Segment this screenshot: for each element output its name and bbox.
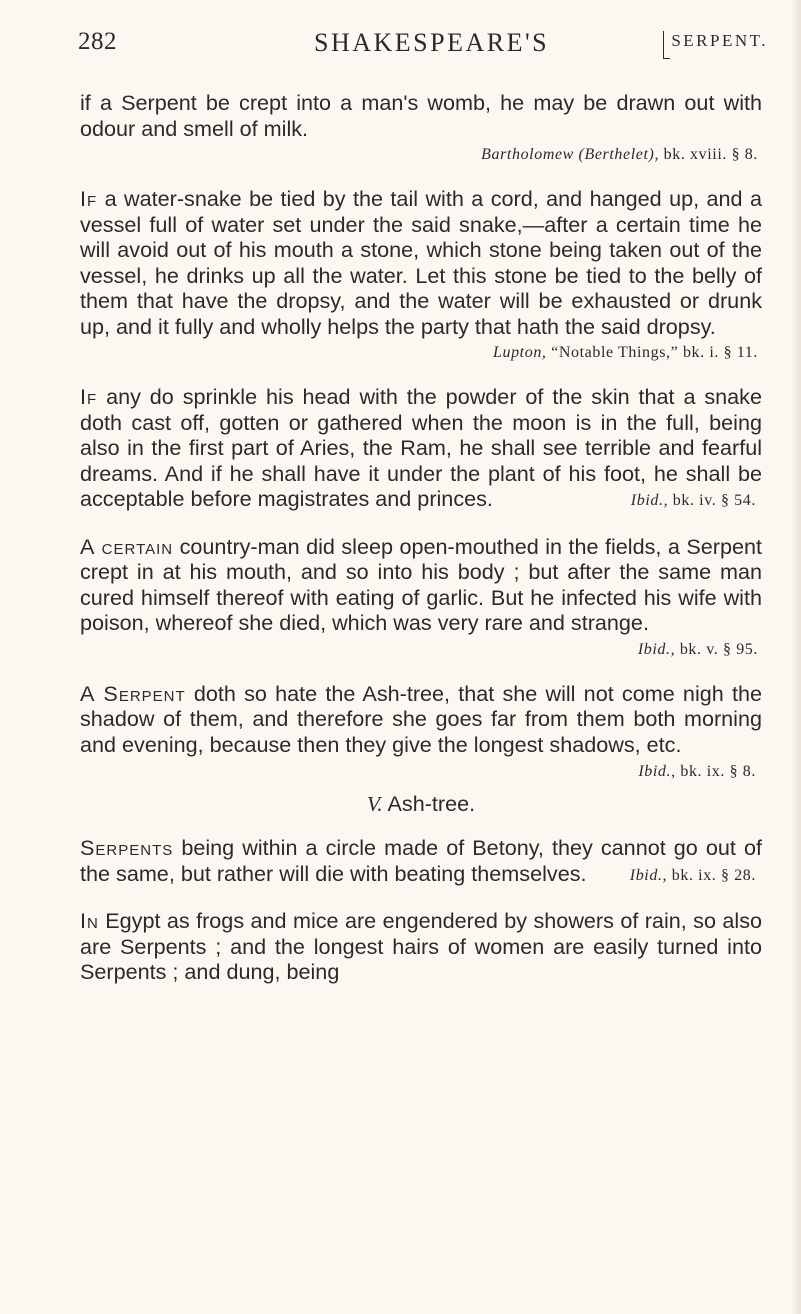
citation-source: Lupton, <box>492 344 547 361</box>
entry-egypt <box>80 908 762 985</box>
entry-lead: A certain <box>80 533 174 559</box>
citation-source: Ibid., <box>629 866 668 884</box>
entry-ash-tree <box>80 681 762 785</box>
entry-text: If a water-snake be tied by the tail with a cord, and hanged up, and a vessel full of water set under the said snake,—after a certain time he will avoid out of his mouth a stone, which stone being taken out of the vessel, he drinks up all the water. Let this stone be tied to the belly of them that have the dropsy, and the water will be exhausted or drunk up, and it fully and wholly helps the party that hath the said dropsy. <box>80 186 762 339</box>
entry-snake-skin <box>80 384 762 514</box>
citation-source: Bartholomew (Berthelet), <box>481 146 660 163</box>
citation <box>630 863 762 889</box>
entry-lead: Serpents <box>80 835 174 860</box>
page-header <box>78 28 768 64</box>
citation-ref: bk. ix. § 8. <box>680 763 756 780</box>
entry-bartholomew <box>80 90 762 166</box>
running-title: SHAKESPEARE'S <box>314 28 550 57</box>
entry-text: In Egypt as frogs and mice are engendered by showers of rain, so also are Serpents ; and the longest hairs of women are easily turned into Serpents ; and dung, being <box>80 908 762 984</box>
citation-source: Ibid., <box>637 640 676 658</box>
citation-ref: “Notable Things,” bk. i. § 11. <box>551 344 758 361</box>
entry-text: if a Serpent be crept into a man's womb, he may be drawn out with odour and smell of milk. <box>80 90 762 141</box>
section-tag: SERPENT. <box>663 31 768 51</box>
citation <box>638 759 762 785</box>
entry-lead: In <box>80 908 99 933</box>
entry-lead: If <box>80 186 98 211</box>
entry-water-snake <box>80 186 762 364</box>
citation-source: Ibid., <box>630 492 669 509</box>
citation-ref: bk. iv. § 54. <box>672 492 756 509</box>
cross-reference <box>80 791 762 818</box>
citation-ref: bk. ix. § 28. <box>671 866 756 884</box>
entry-text: If any do sprinkle his head with the powder of the skin that a snake doth cast off, gotten or gathered when the moon is in the full, being also in the first part of Aries, the Ram, he shall see terrible and fearful dreams. And if he shall have it under the plant of his foot, he shall be acceptable before magistrates and princes. Ibid., bk. iv. § 54. <box>80 384 762 514</box>
entry-lead: A Serpent <box>80 680 186 706</box>
cross-reference-prefix: V. <box>366 791 383 816</box>
citation <box>80 342 762 364</box>
entry-text: A certain country-man did sleep open-mouthed in the fields, a Serpent crept in at his mouth, and so into his body ; but after the same man cured himself thereof with eating of garlic. But he infected his wife with poison, whereof she died, which was very rare and strange. <box>80 533 762 635</box>
citation-ref: bk. v. § 95. <box>679 640 758 658</box>
page-edge-shadow <box>791 0 801 1314</box>
page-body <box>80 90 762 1005</box>
entry-country-man <box>80 534 762 661</box>
page-number: 282 <box>78 28 117 55</box>
citation <box>631 488 762 514</box>
cross-reference-target: Ash-tree. <box>387 790 476 816</box>
entry-text: A Serpent doth so hate the Ash-tree, that she will not come nigh the shadow of them, and therefore she goes far from them both morning and evening, because then they give the longest shadows, etc. Ibid., bk. ix. § 8. <box>80 681 762 785</box>
citation <box>80 639 762 661</box>
citation-ref: bk. xviii. § 8. <box>663 146 758 163</box>
entry-text: Serpents being within a circle made of Betony, they cannot go out of the same, but rather will die with beating themselves. Ibid., bk. ix. § 28. <box>80 835 762 888</box>
entry-betony <box>80 835 762 888</box>
citation <box>80 144 762 166</box>
entry-lead: If <box>80 384 98 409</box>
citation-source: Ibid., <box>638 763 676 780</box>
